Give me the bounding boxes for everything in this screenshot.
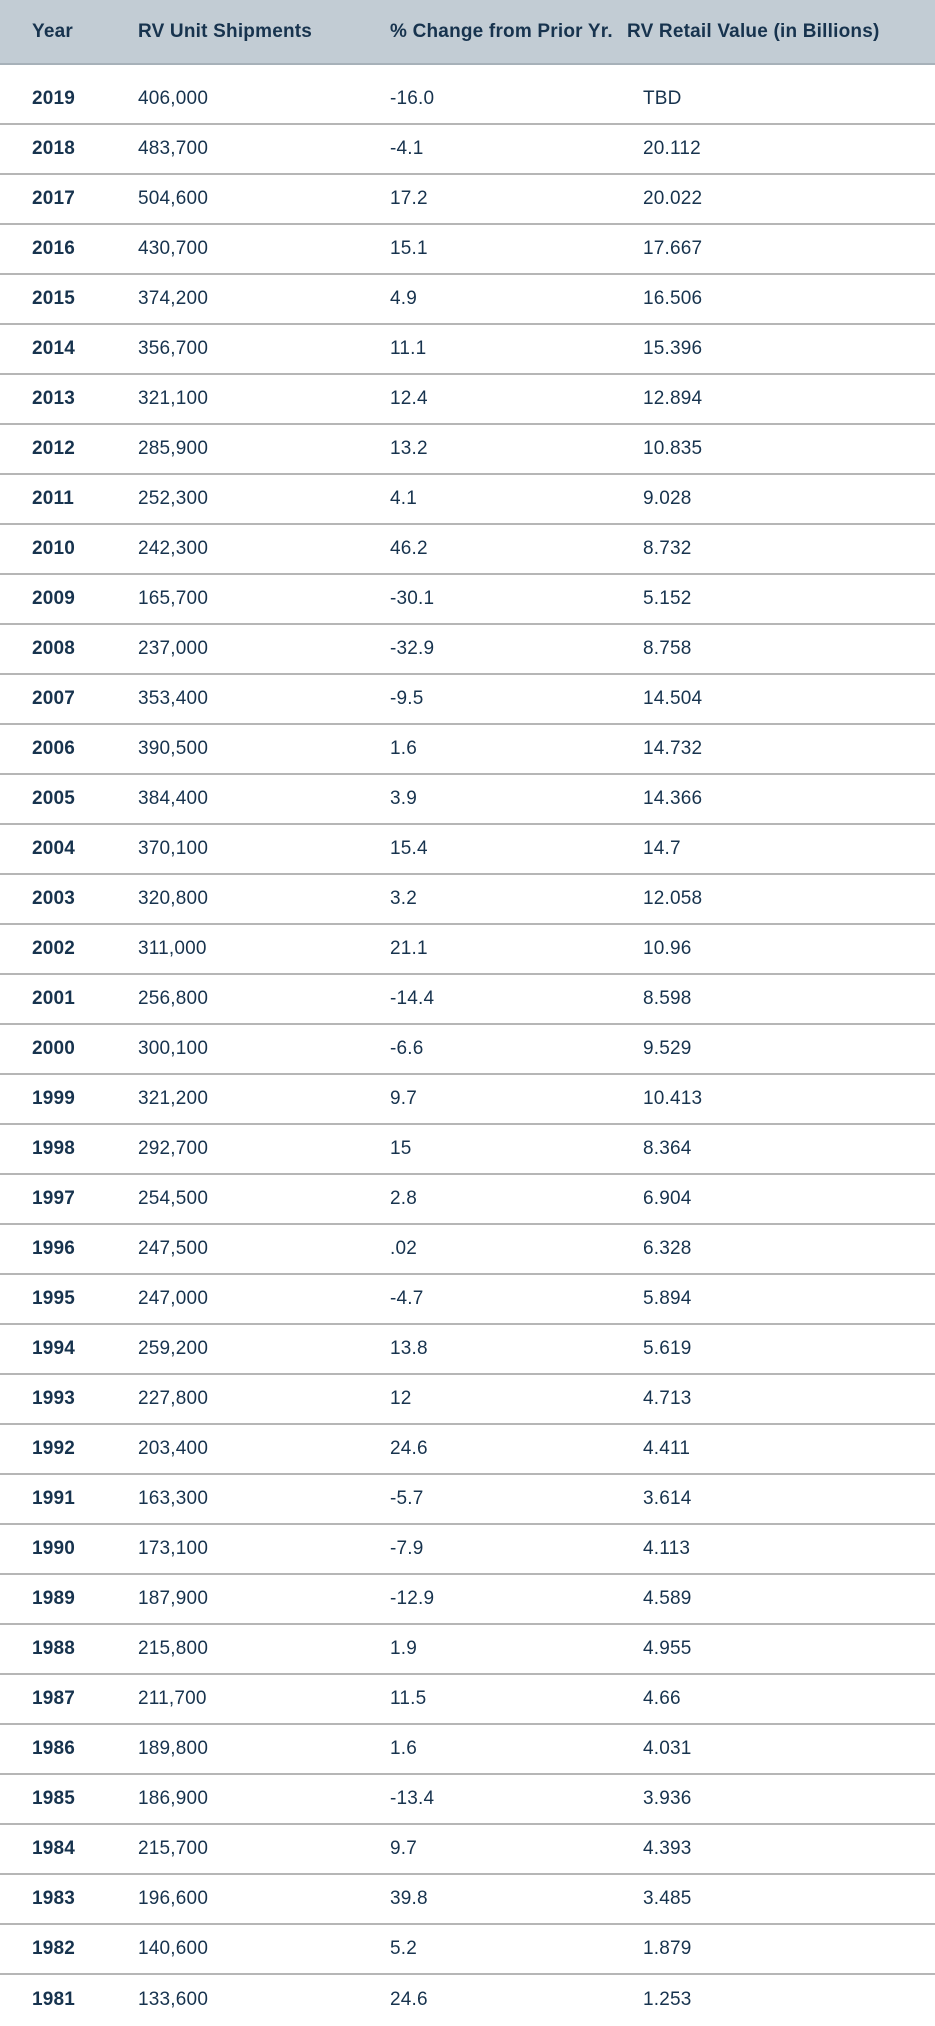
retail-value-cell: 4.411 [643,1438,691,1459]
table-row [0,325,935,375]
table-row [0,875,935,925]
shipments-cell: 252,300 [138,488,209,509]
shipments-cell: 237,000 [138,638,209,659]
shipments-cell: 390,500 [138,738,209,759]
shipments-cell: 196,600 [138,1888,209,1909]
shipments-cell: 133,600 [138,1989,209,2010]
pct-change-cell: 24.6 [390,1438,428,1459]
shipments-cell: 292,700 [138,1138,209,1159]
shipments-cell: 173,100 [138,1538,209,1559]
pct-change-cell: 17.2 [390,188,428,209]
table-row [0,625,935,675]
shipments-cell: 256,800 [138,988,209,1009]
pct-change-cell: 11.5 [390,1688,427,1709]
table-row [0,1575,935,1625]
year-cell: 2016 [32,238,76,259]
pct-change-cell: -9.5 [390,688,424,709]
retail-value-cell: 4.955 [643,1638,692,1659]
retail-value-cell: 5.619 [643,1338,692,1359]
pct-change-cell: -6.6 [390,1038,424,1059]
shipments-cell: 321,100 [138,388,209,409]
retail-value-cell: 14.504 [643,688,703,709]
table-row [0,925,935,975]
pct-change-cell: 1.6 [390,738,418,759]
pct-change-cell: 21.1 [390,938,428,959]
year-cell: 2017 [32,188,76,209]
table-body [0,65,935,2025]
pct-change-cell: -5.7 [390,1488,424,1509]
year-cell: 1995 [32,1288,76,1309]
year-cell: 2003 [32,888,76,909]
pct-change-cell: 12 [390,1388,412,1409]
year-cell: 2006 [32,738,76,759]
retail-value-cell: 14.366 [643,788,703,809]
shipments-cell: 320,800 [138,888,209,909]
retail-value-cell: 16.506 [643,288,703,309]
table-row [0,1325,935,1375]
pct-change-cell: -14.4 [390,988,435,1009]
year-cell: 2000 [32,1038,76,1059]
year-cell: 2008 [32,638,76,659]
retail-value-cell: 10.96 [643,938,692,959]
year-cell: 2005 [32,788,76,809]
year-cell: 1992 [32,1438,76,1459]
retail-value-cell: 6.904 [643,1188,692,1209]
column-header-year: Year [32,20,73,42]
year-cell: 2004 [32,838,76,859]
year-cell: 2018 [32,138,76,159]
table-row [0,1025,935,1075]
retail-value-cell: 6.328 [643,1238,692,1259]
shipments-cell: 259,200 [138,1338,209,1359]
shipments-cell: 504,600 [138,188,209,209]
year-cell: 1988 [32,1638,76,1659]
shipments-cell: 215,800 [138,1638,209,1659]
table-row [0,775,935,825]
table-row [0,1825,935,1875]
retail-value-cell: 4.66 [643,1688,681,1709]
shipments-cell: 483,700 [138,138,209,159]
pct-change-cell: -4.7 [390,1288,424,1309]
year-cell: 2010 [32,538,76,559]
table-row [0,1525,935,1575]
year-cell: 1990 [32,1538,76,1559]
table-row [0,475,935,525]
table-row [0,725,935,775]
retail-value-cell: 17.667 [643,238,703,259]
pct-change-cell: 2.8 [390,1188,418,1209]
pct-change-cell: 9.7 [390,1838,418,1859]
table-row [0,1175,935,1225]
year-cell: 2012 [32,438,76,459]
pct-change-cell: 3.9 [390,788,418,809]
shipments-cell: 356,700 [138,338,209,359]
retail-value-cell: 8.598 [643,988,692,1009]
shipments-cell: 370,100 [138,838,209,859]
shipments-cell: 227,800 [138,1388,209,1409]
pct-change-cell: 1.6 [390,1738,418,1759]
pct-change-cell: 15 [390,1138,412,1159]
retail-value-cell: 1.253 [643,1989,692,2010]
table-row [0,375,935,425]
year-cell: 2011 [32,488,75,509]
table-row [0,425,935,475]
table-row [0,275,935,325]
pct-change-cell: 39.8 [390,1888,428,1909]
retail-value-cell: 4.113 [643,1538,691,1559]
table-row [0,1725,935,1775]
retail-value-cell: 4.393 [643,1838,692,1859]
retail-value-cell: 10.413 [643,1088,703,1109]
retail-value-cell: 14.732 [643,738,703,759]
year-cell: 2009 [32,588,76,609]
column-header-unit-shipments: RV Unit Shipments [138,20,313,42]
table-row [0,1425,935,1475]
shipments-cell: 300,100 [138,1038,209,1059]
shipments-cell: 254,500 [138,1188,209,1209]
shipments-cell: 321,200 [138,1088,209,1109]
year-cell: 1981 [32,1989,76,2010]
retail-value-cell: 5.894 [643,1288,692,1309]
pct-change-cell: -4.1 [390,138,424,159]
table-row [0,1775,935,1825]
retail-value-cell: 5.152 [643,588,692,609]
table-row [0,1975,935,2025]
retail-value-cell: 20.112 [643,138,701,159]
pct-change-cell: 15.4 [390,838,428,859]
retail-value-cell: 12.058 [643,888,703,909]
table-row [0,1275,935,1325]
retail-value-cell: 20.022 [643,188,703,209]
year-cell: 1983 [32,1888,76,1909]
retail-value-cell: 3.485 [643,1888,692,1909]
table-header-row [0,0,935,65]
retail-value-cell: 4.031 [643,1738,692,1759]
retail-value-cell: 8.758 [643,638,692,659]
pct-change-cell: 1.9 [390,1638,418,1659]
year-cell: 1984 [32,1838,76,1859]
pct-change-cell: -7.9 [390,1538,424,1559]
shipments-cell: 165,700 [138,588,209,609]
shipments-cell: 140,600 [138,1938,209,1959]
pct-change-cell: 3.2 [390,888,418,909]
column-header-pct-change: % Change from Prior Yr. [390,20,613,42]
year-cell: 1999 [32,1088,76,1109]
pct-change-cell: 12.4 [390,388,428,409]
retail-value-cell: 3.936 [643,1788,692,1809]
pct-change-cell: 15.1 [390,238,428,259]
shipments-cell: 374,200 [138,288,209,309]
pct-change-cell: 11.1 [390,338,427,359]
table-row [0,525,935,575]
shipments-cell: 353,400 [138,688,209,709]
retail-value-cell: 15.396 [643,338,703,359]
year-cell: 2001 [32,988,76,1009]
year-cell: 2015 [32,288,76,309]
retail-value-cell: 8.732 [643,538,692,559]
retail-value-cell: 9.028 [643,488,692,509]
table-row [0,65,935,125]
pct-change-cell: 13.2 [390,438,428,459]
shipments-cell: 189,800 [138,1738,209,1759]
pct-change-cell: 9.7 [390,1088,418,1109]
shipments-cell: 384,400 [138,788,209,809]
year-cell: 2013 [32,388,76,409]
shipments-cell: 430,700 [138,238,209,259]
pct-change-cell: -16.0 [390,88,435,109]
shipments-cell: 247,500 [138,1238,209,1259]
shipments-cell: 211,700 [138,1688,207,1709]
retail-value-cell: 14.7 [643,838,681,859]
retail-value-cell: 3.614 [643,1488,692,1509]
shipments-cell: 187,900 [138,1588,209,1609]
table-row [0,1925,935,1975]
year-cell: 1998 [32,1138,76,1159]
year-cell: 1985 [32,1788,76,1809]
table-row [0,1875,935,1925]
shipments-cell: 406,000 [138,88,209,109]
shipments-cell: 242,300 [138,538,209,559]
retail-value-cell: 12.894 [643,388,703,409]
pct-change-cell: -30.1 [390,588,435,609]
shipments-cell: 285,900 [138,438,209,459]
pct-change-cell: 4.1 [390,488,418,509]
year-cell: 1982 [32,1938,76,1959]
retail-value-cell: 4.713 [643,1388,692,1409]
pct-change-cell: 5.2 [390,1938,418,1959]
pct-change-cell: .02 [390,1238,418,1259]
pct-change-cell: 13.8 [390,1338,428,1359]
pct-change-cell: 24.6 [390,1989,428,2010]
table-row [0,1125,935,1175]
shipments-cell: 215,700 [138,1838,209,1859]
table-row [0,825,935,875]
table-row [0,1475,935,1525]
year-cell: 1986 [32,1738,76,1759]
retail-value-cell: 8.364 [643,1138,692,1159]
table-row [0,1375,935,1425]
table-row [0,175,935,225]
pct-change-cell: -12.9 [390,1588,435,1609]
table-row [0,125,935,175]
year-cell: 2002 [32,938,76,959]
pct-change-cell: -32.9 [390,638,435,659]
table-row [0,675,935,725]
table-row [0,975,935,1025]
year-cell: 1994 [32,1338,76,1359]
shipments-cell: 311,000 [138,938,207,959]
table-row [0,575,935,625]
table-row [0,1075,935,1125]
table-row [0,1675,935,1725]
year-cell: 1996 [32,1238,76,1259]
shipments-cell: 247,000 [138,1288,209,1309]
table-row [0,1225,935,1275]
retail-value-cell: 4.589 [643,1588,692,1609]
shipments-cell: 163,300 [138,1488,209,1509]
pct-change-cell: -13.4 [390,1788,435,1809]
retail-value-cell: 9.529 [643,1038,692,1059]
shipments-cell: 186,900 [138,1788,209,1809]
column-header-retail-value: RV Retail Value (in Billions) [627,20,880,42]
year-cell: 1989 [32,1588,76,1609]
year-cell: 1991 [32,1488,76,1509]
year-cell: 2019 [32,88,76,109]
year-cell: 2007 [32,688,76,709]
pct-change-cell: 4.9 [390,288,418,309]
pct-change-cell: 46.2 [390,538,428,559]
retail-value-cell: 10.835 [643,438,703,459]
table-row [0,225,935,275]
table-row [0,1625,935,1675]
year-cell: 1993 [32,1388,76,1409]
year-cell: 1987 [32,1688,76,1709]
year-cell: 1997 [32,1188,76,1209]
retail-value-cell: TBD [643,88,682,109]
retail-value-cell: 1.879 [643,1938,692,1959]
year-cell: 2014 [32,338,76,359]
shipments-cell: 203,400 [138,1438,209,1459]
